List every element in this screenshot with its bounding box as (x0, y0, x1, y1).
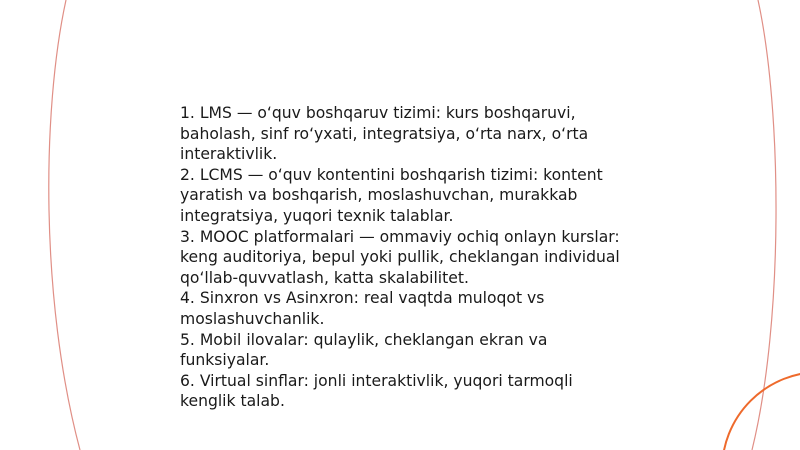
list-item-virtual: 6. Virtual sinflar: jonli interaktivlik, yuqori tarmoqli kenglik talab. (180, 371, 573, 411)
list-item-mooc: 3. MOOC platformalari — ommaviy ochiq onlayn kurslar: keng auditoriya, bepul yoki pullik, cheklangan individual qo‘llab-quvvatlash, katta skalabilitet. (180, 227, 620, 287)
left-arc-line (49, 0, 80, 450)
orange-circle-outline (722, 372, 800, 450)
list-item-lms: 1. LMS — o‘quv boshqaruv tizimi: kurs boshqaruvi, baholash, sinf ro‘yxati, integratsiya, o‘rta narx, o‘rta interaktivlik. (180, 104, 589, 164)
list-item-lcms: 2. LCMS — o‘quv kontentini boshqarish tizimi: kontent yaratish va boshqarish, moslashuvchan, murakkab integratsiya, yuqori texnik talablar. (180, 165, 603, 225)
list-item-mobile: 5. Mobil ilovalar: qulaylik, cheklangan ekran va funksiyalar. (180, 330, 548, 370)
list-item-sync-async: 4. Sinxron vs Asinxron: real vaqtda muloqot vs moslashuvchanlik. (180, 289, 545, 328)
right-arc-line (752, 0, 776, 450)
content-list (180, 103, 630, 412)
